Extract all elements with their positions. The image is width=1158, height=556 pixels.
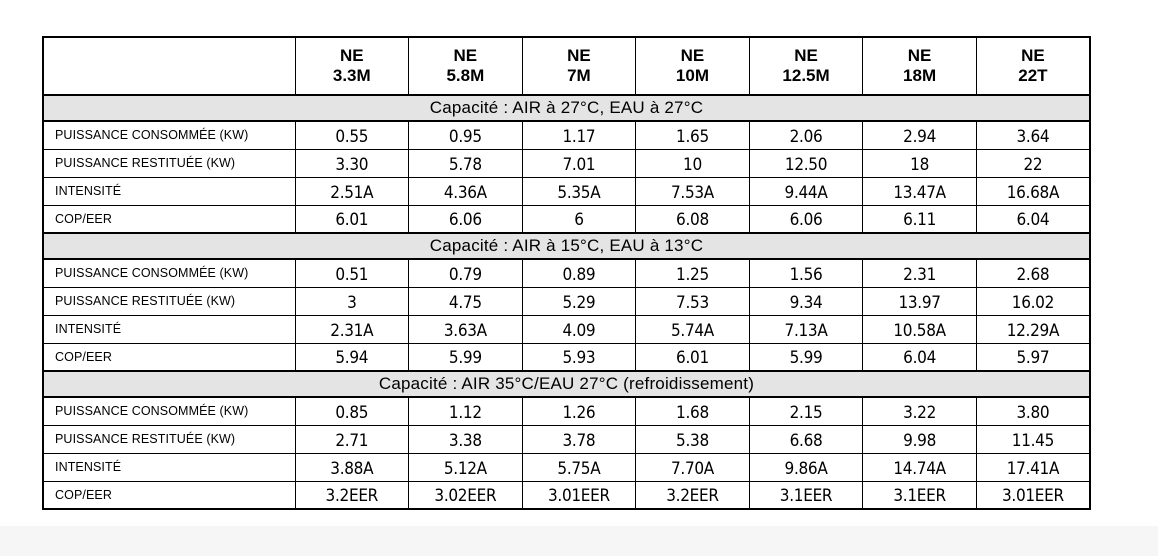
value-cell: 3.78 [522, 425, 636, 453]
value-cell: 9.86A [749, 453, 863, 481]
value-cell: 9.98 [863, 425, 977, 453]
model-series: NE [567, 46, 591, 65]
model-series: NE [794, 46, 818, 65]
value-cell: 1.56 [749, 259, 863, 287]
value-cell: 6.04 [976, 205, 1090, 233]
value-cell: 2.68 [976, 259, 1090, 287]
value-cell: 5.35A [522, 177, 636, 205]
value-cell: 3.38 [409, 425, 523, 453]
value-cell: 5.97 [976, 343, 1090, 371]
model-code: 18M [903, 66, 937, 85]
table-row [43, 397, 1090, 425]
model-header [636, 37, 750, 95]
value-cell: 6.04 [863, 343, 977, 371]
value-cell: 3.01EER [522, 481, 636, 509]
page-bottom-strip [0, 526, 1158, 556]
model-header [522, 37, 636, 95]
value-cell: 6.06 [749, 205, 863, 233]
section-title: Capacité : AIR 35°C/EAU 27°C (refroidissement) [43, 371, 1090, 397]
row-label: COP/EER [43, 343, 295, 371]
table-row [43, 315, 1090, 343]
value-cell: 3.80 [976, 397, 1090, 425]
model-code: 10M [675, 66, 709, 85]
value-cell: 0.89 [522, 259, 636, 287]
model-header [409, 37, 523, 95]
value-cell: 6 [522, 205, 636, 233]
value-cell: 3 [295, 287, 409, 315]
spec-table [42, 36, 1091, 510]
model-series: NE [680, 46, 705, 65]
value-cell: 7.70A [636, 453, 750, 481]
value-cell: 6.01 [295, 205, 409, 233]
value-cell: 2.71 [295, 425, 409, 453]
value-cell: 7.53A [636, 177, 750, 205]
value-cell: 1.25 [636, 259, 750, 287]
value-cell: 1.68 [636, 397, 750, 425]
model-header [749, 37, 863, 95]
value-cell: 7.01 [522, 149, 636, 177]
value-cell: 3.64 [976, 121, 1090, 149]
row-label: PUISSANCE RESTITUÉE (KW) [43, 287, 295, 315]
row-label: INTENSITÉ [43, 453, 295, 481]
model-header [863, 37, 977, 95]
value-cell: 3.63A [409, 315, 523, 343]
value-cell: 3.88A [295, 453, 409, 481]
table-row [43, 121, 1090, 149]
value-cell: 2.31A [295, 315, 409, 343]
value-cell: 6.11 [863, 205, 977, 233]
row-label: INTENSITÉ [43, 315, 295, 343]
header-row [43, 37, 1090, 95]
value-cell: 5.94 [295, 343, 409, 371]
value-cell: 0.95 [409, 121, 523, 149]
row-label: PUISSANCE RESTITUÉE (KW) [43, 425, 295, 453]
row-label: PUISSANCE RESTITUÉE (KW) [43, 149, 295, 177]
value-cell: 3.30 [295, 149, 409, 177]
value-cell: 6.01 [636, 343, 750, 371]
value-cell: 2.31 [863, 259, 977, 287]
value-cell: 12.29A [976, 315, 1090, 343]
value-cell: 6.06 [409, 205, 523, 233]
value-cell: 9.44A [749, 177, 863, 205]
value-cell: 2.15 [749, 397, 863, 425]
value-cell: 2.06 [749, 121, 863, 149]
value-cell: 18 [863, 149, 977, 177]
value-cell: 6.68 [749, 425, 863, 453]
model-series: NE [1021, 46, 1045, 65]
value-cell: 0.55 [295, 121, 409, 149]
row-label: PUISSANCE CONSOMMÉE (KW) [43, 397, 295, 425]
value-cell: 13.47A [863, 177, 977, 205]
table-row [43, 205, 1090, 233]
value-cell: 3.1EER [863, 481, 977, 509]
value-cell: 3.02EER [409, 481, 523, 509]
model-series: NE [339, 46, 364, 65]
value-cell: 5.38 [636, 425, 750, 453]
value-cell: 4.36A [409, 177, 523, 205]
value-cell: 4.09 [522, 315, 636, 343]
section-title: Capacité : AIR à 15°C, EAU à 13°C [43, 233, 1090, 259]
section-header-row [43, 371, 1090, 397]
value-cell: 13.97 [863, 287, 977, 315]
model-code: 22T [1018, 66, 1048, 85]
value-cell: 12.50 [749, 149, 863, 177]
value-cell: 10 [636, 149, 750, 177]
spec-table-body [43, 37, 1090, 509]
corner-cell [43, 37, 295, 95]
value-cell: 3.22 [863, 397, 977, 425]
model-code: 3.3M [332, 66, 371, 85]
table-row [43, 287, 1090, 315]
model-code: 5.8M [446, 66, 485, 85]
table-row [43, 149, 1090, 177]
section-header-row [43, 95, 1090, 121]
row-label: PUISSANCE CONSOMMÉE (KW) [43, 121, 295, 149]
row-label: PUISSANCE CONSOMMÉE (KW) [43, 259, 295, 287]
model-header [976, 37, 1090, 95]
table-row [43, 481, 1090, 509]
model-code: 7M [567, 66, 591, 85]
model-code: 12.5M [782, 66, 830, 85]
value-cell: 5.12A [409, 453, 523, 481]
value-cell: 5.99 [409, 343, 523, 371]
value-cell: 1.26 [522, 397, 636, 425]
row-label: COP/EER [43, 205, 295, 233]
value-cell: 14.74A [863, 453, 977, 481]
value-cell: 10.58A [863, 315, 977, 343]
table-row [43, 259, 1090, 287]
value-cell: 5.29 [522, 287, 636, 315]
value-cell: 4.75 [409, 287, 523, 315]
value-cell: 3.2EER [295, 481, 409, 509]
value-cell: 5.99 [749, 343, 863, 371]
value-cell: 3.1EER [749, 481, 863, 509]
value-cell: 7.53 [636, 287, 750, 315]
row-label: INTENSITÉ [43, 177, 295, 205]
table-row [43, 343, 1090, 371]
value-cell: 11.45 [976, 425, 1090, 453]
value-cell: 2.94 [863, 121, 977, 149]
value-cell: 7.13A [749, 315, 863, 343]
value-cell: 1.12 [409, 397, 523, 425]
section-header-row [43, 233, 1090, 259]
row-label: COP/EER [43, 481, 295, 509]
value-cell: 3.2EER [636, 481, 750, 509]
value-cell: 2.51A [295, 177, 409, 205]
model-series: NE [907, 46, 932, 65]
value-cell: 6.08 [636, 205, 750, 233]
value-cell: 9.34 [749, 287, 863, 315]
value-cell: 22 [976, 149, 1090, 177]
value-cell: 17.41A [976, 453, 1090, 481]
value-cell: 5.75A [522, 453, 636, 481]
model-header [295, 37, 409, 95]
value-cell: 0.79 [409, 259, 523, 287]
value-cell: 5.93 [522, 343, 636, 371]
table-row [43, 425, 1090, 453]
value-cell: 1.17 [522, 121, 636, 149]
section-title: Capacité : AIR à 27°C, EAU à 27°C [43, 95, 1090, 121]
table-row [43, 453, 1090, 481]
value-cell: 5.74A [636, 315, 750, 343]
model-series: NE [453, 46, 478, 65]
value-cell: 16.02 [976, 287, 1090, 315]
value-cell: 0.51 [295, 259, 409, 287]
value-cell: 16.68A [976, 177, 1090, 205]
table-row [43, 177, 1090, 205]
value-cell: 5.78 [409, 149, 523, 177]
value-cell: 3.01EER [976, 481, 1090, 509]
value-cell: 0.85 [295, 397, 409, 425]
value-cell: 1.65 [636, 121, 750, 149]
